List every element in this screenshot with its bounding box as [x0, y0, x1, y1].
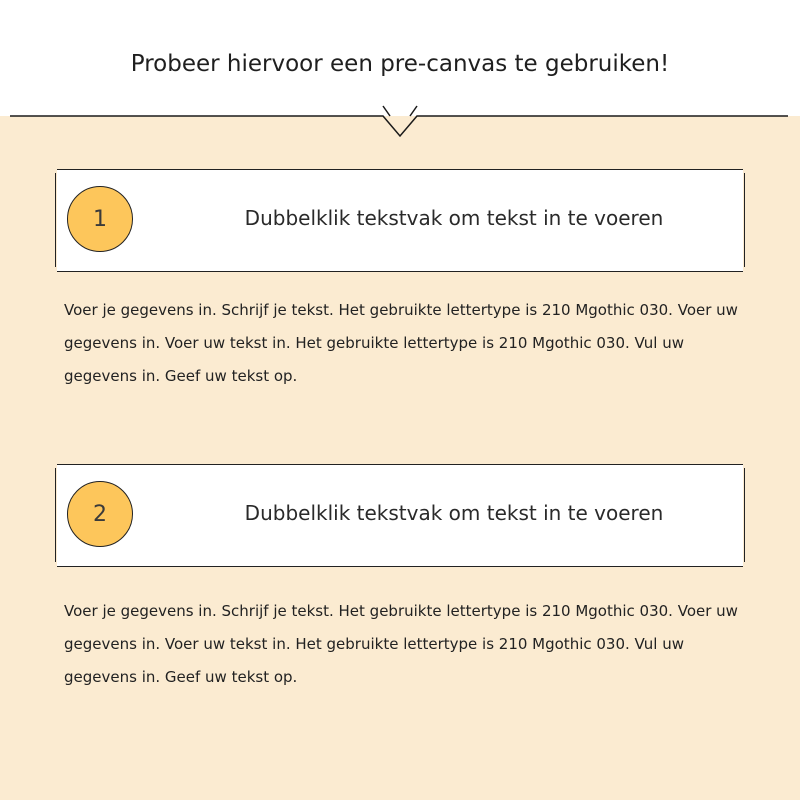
header	[0, 0, 800, 116]
down-arrow-notch-icon	[10, 116, 788, 136]
card-left-border	[55, 468, 56, 562]
badge-number: 2	[93, 501, 107, 527]
notch-right-tick	[410, 106, 417, 116]
section-heading[interactable]: Dubbelklik tekstvak om tekst in te voeren	[244, 501, 664, 525]
notch-left-tick	[383, 106, 390, 116]
number-badge	[67, 186, 133, 252]
number-badge	[67, 481, 133, 547]
page-title[interactable]: Probeer hiervoor een pre-canvas te gebruiken!	[130, 51, 670, 77]
divider-line	[0, 100, 800, 140]
card-left-border	[55, 173, 56, 267]
section-body-text[interactable]: Voer je gegevens in. Schrijf je tekst. Het gebruikte lettertype is 210 Mgothic 030. Voer uw gegevens in. Voer uw tekst in. Het gebruikte lettertype is 210 Mgothic 030. Vul uw gegevens in. Geef uw tekst op.	[64, 602, 738, 686]
section-body-text[interactable]: Voer je gegevens in. Schrijf je tekst. Het gebruikte lettertype is 210 Mgothic 030. Voer uw gegevens in. Voer uw tekst in. Het gebruikte lettertype is 210 Mgothic 030. Vul uw gegevens in. Geef uw tekst op.	[64, 301, 738, 385]
content-area	[0, 116, 800, 800]
badge-number: 1	[93, 206, 107, 232]
section-card-2[interactable]	[55, 464, 745, 567]
section-heading[interactable]: Dubbelklik tekstvak om tekst in te voeren	[244, 206, 664, 230]
section-card-1[interactable]	[55, 169, 745, 272]
